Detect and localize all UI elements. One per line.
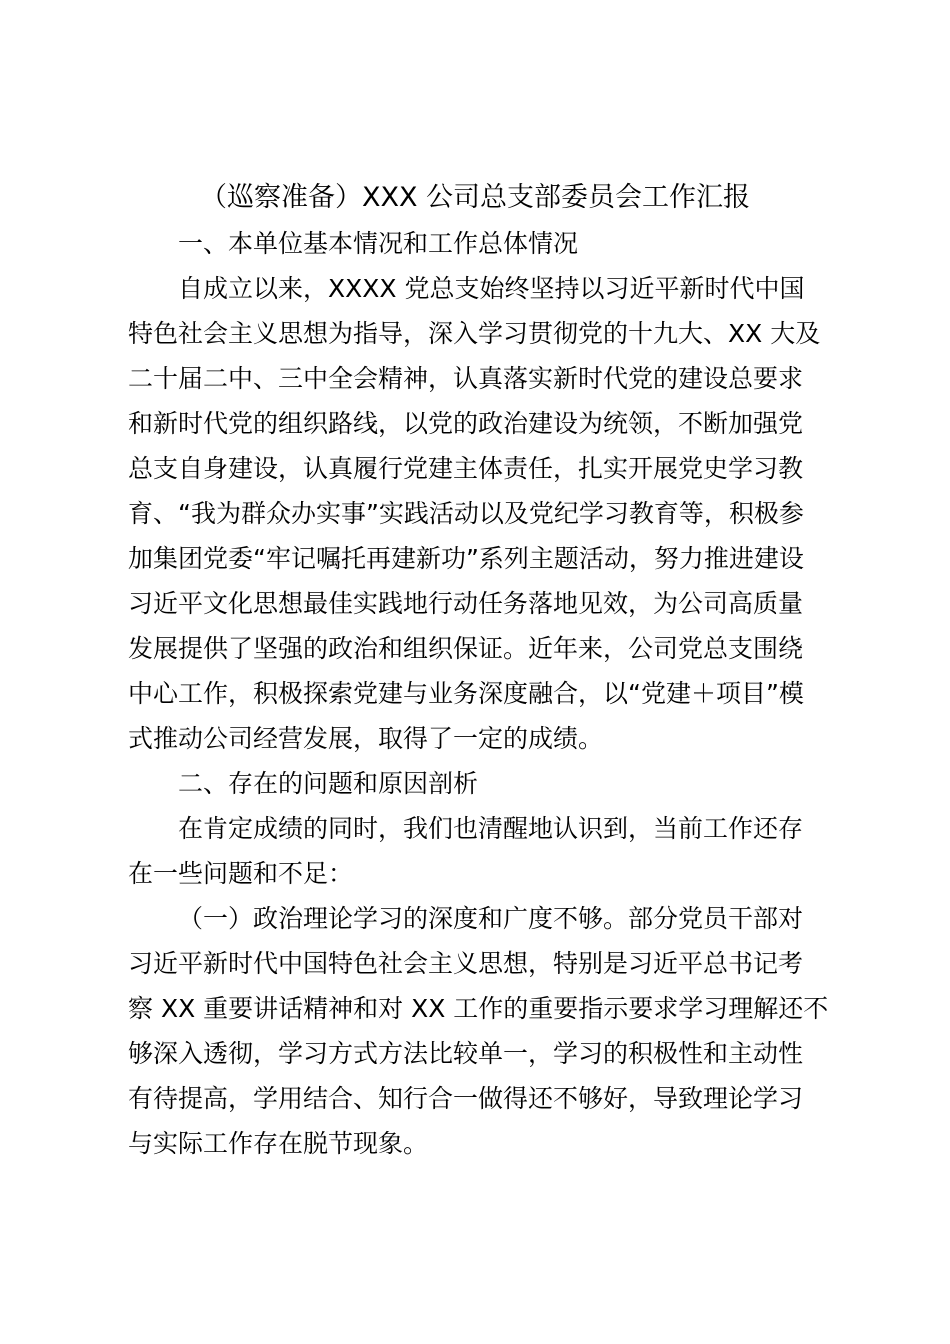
paragraph-line: 够深入透彻，学习方式方法比较单一，学习的积极性和主动性 [128,1039,804,1068]
paragraph-line: 二十届二中、三中全会精神，认真落实新时代党的建设总要求 [128,364,804,393]
paragraph-line: 和新时代党的组织路线，以党的政治建设为统领，不断加强党 [128,409,804,438]
paragraph-line: 式推动公司经营发展，取得了一定的成绩。 [128,724,604,753]
paragraph-line: 习近平新时代中国特色社会主义思想，特别是习近平总书记考 [128,949,804,978]
paragraph-line: 与实际工作存在脱节现象。 [128,1129,429,1158]
paragraph-line: 中心工作，积极探索党建与业务深度融合，以“党建＋项目”模 [128,679,804,708]
paragraph-line: 总支自身建设，认真履行党建主体责任，扎实开展党史学习教 [128,454,804,483]
section-heading: 二、存在的问题和原因剖析 [178,769,479,798]
paragraph-line: 有待提高，学用结合、知行合一做得还不够好，导致理论学习 [128,1084,804,1113]
paragraph-line: （一）政治理论学习的深度和广度不够。部分党员干部对 [178,904,804,933]
paragraph-line: 发展提供了坚强的政治和组织保证。近年来，公司党总支围绕 [128,634,804,663]
paragraph-line: 特色社会主义思想为指导，深入学习贯彻党的十九大、XX 大及 [128,319,821,348]
paragraph-line: 在肯定成绩的同时，我们也清醒地认识到，当前工作还存 [178,814,804,843]
section-heading: 一、本单位基本情况和工作总体情况 [178,229,579,258]
document-title: （巡察准备）XXX 公司总支部委员会工作汇报 [199,182,751,213]
paragraph-line: 习近平文化思想最佳实践地行动任务落地见效，为公司高质量 [128,589,804,618]
paragraph-line: 察 XX 重要讲话精神和对 XX 工作的重要指示要求学习理解还不 [128,994,829,1023]
paragraph-line: 在一些问题和不足： [128,859,354,888]
paragraph-line: 育、“我为群众办实事”实践活动以及党纪学习教育等，积极参 [128,499,804,528]
paragraph-line: 自成立以来，XXXX 党总支始终坚持以习近平新时代中国 [178,274,805,303]
paragraph-line: 加集团党委“牢记嘱托再建新功”系列主题活动，努力推进建设 [128,544,804,573]
